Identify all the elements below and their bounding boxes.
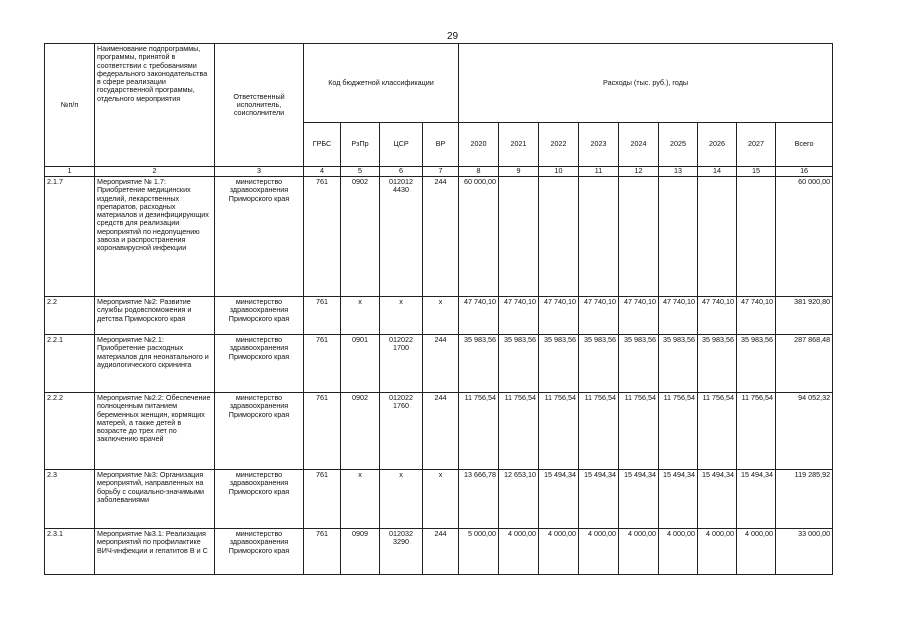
row-year-value: 4 000,00 xyxy=(499,529,539,575)
row-total: 33 000,00 xyxy=(776,529,833,575)
row-vr: х xyxy=(423,470,459,529)
row-grbs: 761 xyxy=(304,529,341,575)
column-number: 5 xyxy=(341,167,380,177)
row-vr: 244 xyxy=(423,177,459,297)
row-year-value: 35 983,56 xyxy=(619,335,659,393)
column-number: 15 xyxy=(737,167,776,177)
row-year-value xyxy=(737,177,776,297)
row-grbs: 761 xyxy=(304,470,341,529)
subheader-cell: 2024 xyxy=(619,123,659,167)
row-year-value: 11 756,54 xyxy=(737,393,776,470)
row-total: 94 052,32 xyxy=(776,393,833,470)
row-year-value: 4 000,00 xyxy=(619,529,659,575)
row-number: 2.2.2 xyxy=(45,393,95,470)
budget-table xyxy=(44,43,833,575)
subheader-cell: ГРБС xyxy=(304,123,341,167)
row-year-value: 47 740,10 xyxy=(737,297,776,335)
row-year-value: 11 756,54 xyxy=(459,393,499,470)
row-year-value: 35 983,56 xyxy=(698,335,737,393)
column-number: 6 xyxy=(380,167,423,177)
row-year-value: 11 756,54 xyxy=(619,393,659,470)
subheader-cell: 2023 xyxy=(579,123,619,167)
row-year-value: 47 740,10 xyxy=(659,297,698,335)
row-csr: 012022 1700 xyxy=(380,335,423,393)
header-executor: Ответственный исполнитель, соисполнители xyxy=(215,44,304,167)
row-year-value: 15 494,34 xyxy=(737,470,776,529)
row-total: 381 920,80 xyxy=(776,297,833,335)
subheader-cell: Всего xyxy=(776,123,833,167)
row-rzpr: х xyxy=(341,470,380,529)
column-number: 10 xyxy=(539,167,579,177)
row-name: Мероприятие №3: Организация мероприятий, направленных на борьбу с социально-значимыми заболеваниями xyxy=(95,470,215,529)
row-year-value: 60 000,00 xyxy=(459,177,499,297)
row-year-value: 15 494,34 xyxy=(698,470,737,529)
column-number: 14 xyxy=(698,167,737,177)
row-rzpr: 0902 xyxy=(341,393,380,470)
row-year-value: 11 756,54 xyxy=(698,393,737,470)
column-number: 8 xyxy=(459,167,499,177)
row-year-value: 35 983,56 xyxy=(499,335,539,393)
header-expenses: Расходы (тыс. руб.), годы xyxy=(459,44,833,123)
row-year-value: 15 494,34 xyxy=(579,470,619,529)
row-year-value: 4 000,00 xyxy=(659,529,698,575)
row-year-value xyxy=(698,177,737,297)
row-total: 60 000,00 xyxy=(776,177,833,297)
column-number: 13 xyxy=(659,167,698,177)
subheader-cell: 2022 xyxy=(539,123,579,167)
row-year-value: 47 740,10 xyxy=(539,297,579,335)
row-year-value: 12 653,10 xyxy=(499,470,539,529)
subheader-cell: 2021 xyxy=(499,123,539,167)
subheader-cell: 2026 xyxy=(698,123,737,167)
row-year-value: 47 740,10 xyxy=(698,297,737,335)
row-grbs: 761 xyxy=(304,297,341,335)
row-year-value xyxy=(579,177,619,297)
table-row xyxy=(45,297,833,335)
row-year-value: 13 666,78 xyxy=(459,470,499,529)
row-year-value xyxy=(659,177,698,297)
row-vr: 244 xyxy=(423,393,459,470)
row-total: 119 285,92 xyxy=(776,470,833,529)
row-year-value: 11 756,54 xyxy=(539,393,579,470)
row-csr: 012012 4430 xyxy=(380,177,423,297)
row-year-value: 35 983,56 xyxy=(737,335,776,393)
row-csr: 012022 1760 xyxy=(380,393,423,470)
subheader-cell: 2025 xyxy=(659,123,698,167)
row-executor: министерство здравоохранения Приморского края xyxy=(215,470,304,529)
subheader-cell: 2020 xyxy=(459,123,499,167)
row-executor: министерство здравоохранения Приморского края xyxy=(215,529,304,575)
row-grbs: 761 xyxy=(304,393,341,470)
table-row xyxy=(45,335,833,393)
page-number: 29 xyxy=(446,31,459,42)
row-csr: 012032 3290 xyxy=(380,529,423,575)
column-number: 12 xyxy=(619,167,659,177)
row-year-value xyxy=(539,177,579,297)
row-year-value: 4 000,00 xyxy=(579,529,619,575)
row-year-value: 4 000,00 xyxy=(737,529,776,575)
column-number: 9 xyxy=(499,167,539,177)
subheader-cell: ВР xyxy=(423,123,459,167)
row-vr: х xyxy=(423,297,459,335)
row-grbs: 761 xyxy=(304,177,341,297)
row-number: 2.2.1 xyxy=(45,335,95,393)
column-number: 4 xyxy=(304,167,341,177)
row-year-value: 47 740,10 xyxy=(619,297,659,335)
row-name: Мероприятие №2.1: Приобретение расходных материалов для неонатального и аудиологического скрининга xyxy=(95,335,215,393)
row-executor: министерство здравоохранения Приморского края xyxy=(215,393,304,470)
row-year-value: 35 983,56 xyxy=(579,335,619,393)
row-executor: министерство здравоохранения Приморского края xyxy=(215,297,304,335)
row-year-value: 11 756,54 xyxy=(499,393,539,470)
row-name: Мероприятие №3.1: Реализация мероприятий по профилактике ВИЧ-инфекции и гепатитов В и С xyxy=(95,529,215,575)
row-year-value: 4 000,00 xyxy=(539,529,579,575)
row-year-value: 47 740,10 xyxy=(579,297,619,335)
header-name: Наименование подпрограммы, программы, принятой в соответствии с требованиями федерального законодательства в сфере реализации государственной программы, отдельного мероприятия xyxy=(95,44,215,167)
row-year-value xyxy=(619,177,659,297)
row-year-value: 5 000,00 xyxy=(459,529,499,575)
row-vr: 244 xyxy=(423,335,459,393)
row-vr: 244 xyxy=(423,529,459,575)
row-year-value: 35 983,56 xyxy=(459,335,499,393)
row-executor: министерство здравоохранения Приморского края xyxy=(215,335,304,393)
row-csr: х xyxy=(380,470,423,529)
row-total: 287 868,48 xyxy=(776,335,833,393)
row-number: 2.2 xyxy=(45,297,95,335)
row-year-value: 15 494,34 xyxy=(619,470,659,529)
column-number: 11 xyxy=(579,167,619,177)
column-number: 2 xyxy=(95,167,215,177)
row-year-value: 35 983,56 xyxy=(659,335,698,393)
header-num: №п/п xyxy=(45,44,95,167)
row-year-value: 15 494,34 xyxy=(539,470,579,529)
table-row xyxy=(45,470,833,529)
row-name: Мероприятие №2.2: Обеспечение полноценным питанием беременных женщин, кормящих матерей, а также детей в возрасте до трех лет по заключению врачей xyxy=(95,393,215,470)
header-budget-code: Код бюджетной классификации xyxy=(304,44,459,123)
column-number: 7 xyxy=(423,167,459,177)
row-name: Мероприятие №2: Развитие службы родовспоможения и детства Приморского края xyxy=(95,297,215,335)
row-year-value: 15 494,34 xyxy=(659,470,698,529)
row-grbs: 761 xyxy=(304,335,341,393)
row-name: Мероприятие № 1.7: Приобретение медицинских изделий, лекарственных препаратов, расходных материалов и дезинфицирующих средств для реализации мероприятий по недопущению завоза и распространения коронавирусной инфекции xyxy=(95,177,215,297)
table-row xyxy=(45,529,833,575)
subheader-cell: ЦСР xyxy=(380,123,423,167)
row-year-value: 47 740,10 xyxy=(459,297,499,335)
row-executor: министерство здравоохранения Приморского края xyxy=(215,177,304,297)
table-row xyxy=(45,177,833,297)
subheader-cell: 2027 xyxy=(737,123,776,167)
column-number: 3 xyxy=(215,167,304,177)
row-number: 2.1.7 xyxy=(45,177,95,297)
row-rzpr: х xyxy=(341,297,380,335)
row-year-value: 11 756,54 xyxy=(579,393,619,470)
row-number: 2.3.1 xyxy=(45,529,95,575)
subheader-cell: РзПр xyxy=(341,123,380,167)
column-number: 16 xyxy=(776,167,833,177)
row-year-value: 4 000,00 xyxy=(698,529,737,575)
table-row xyxy=(45,393,833,470)
row-rzpr: 0902 xyxy=(341,177,380,297)
row-rzpr: 0909 xyxy=(341,529,380,575)
row-year-value xyxy=(499,177,539,297)
row-year-value: 35 983,56 xyxy=(539,335,579,393)
column-number: 1 xyxy=(45,167,95,177)
row-csr: х xyxy=(380,297,423,335)
row-rzpr: 0901 xyxy=(341,335,380,393)
row-number: 2.3 xyxy=(45,470,95,529)
row-year-value: 11 756,54 xyxy=(659,393,698,470)
row-year-value: 47 740,10 xyxy=(499,297,539,335)
